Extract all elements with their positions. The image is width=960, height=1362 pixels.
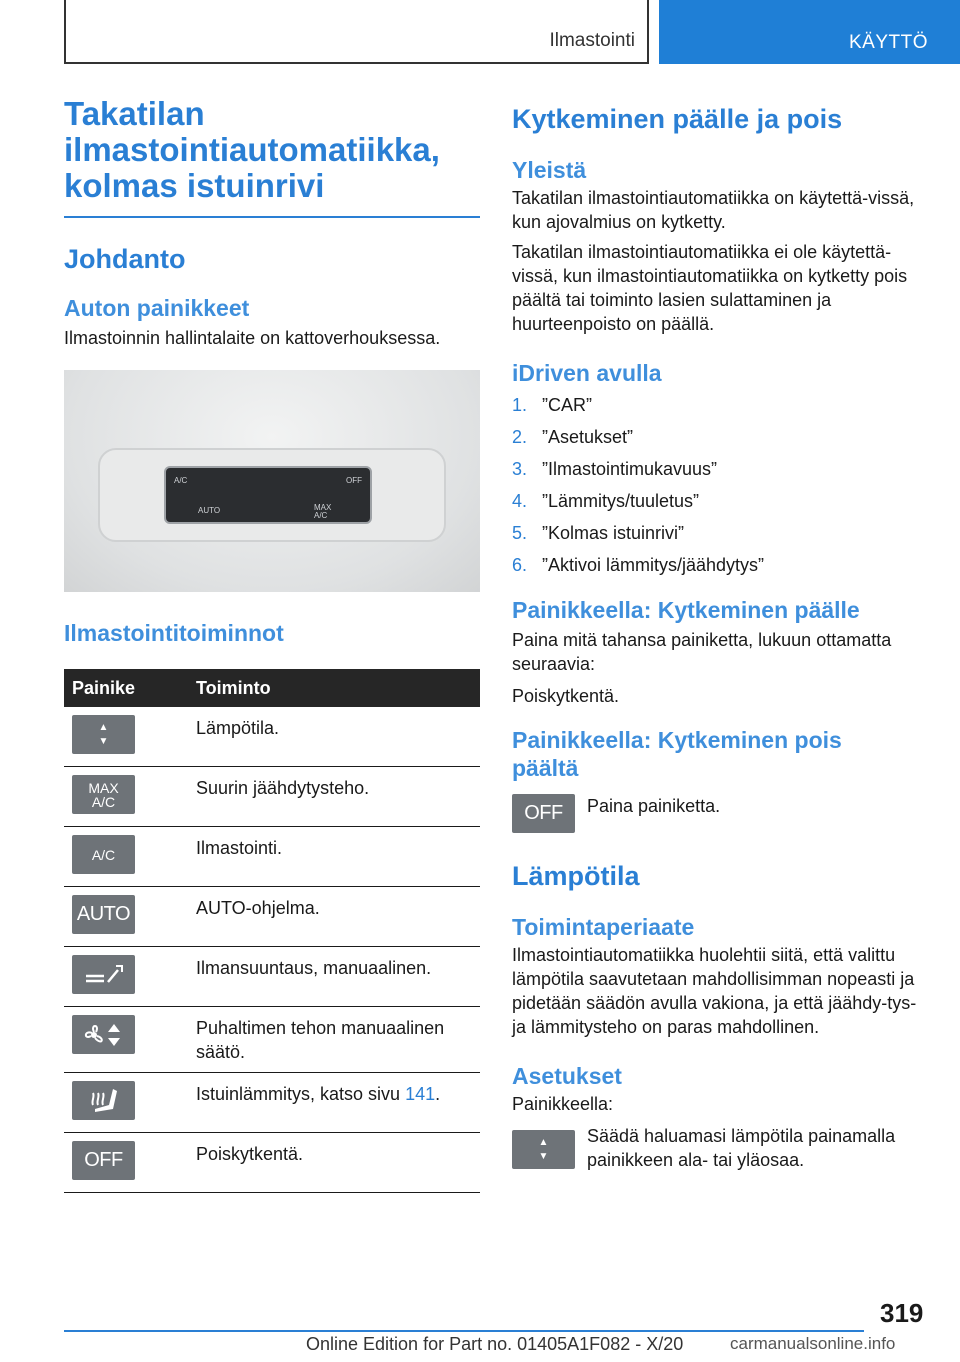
temperature-up-down-icon: ▲ ▼	[72, 715, 135, 754]
table-row: Puhaltimen tehon manuaalinen säätö.	[64, 1007, 480, 1073]
table-header-painike: Painike	[72, 677, 136, 698]
text-auton-painikkeet: Ilmastoinnin hallintalaite on kattoverhouksessa.	[64, 328, 441, 348]
seat-heating-icon	[72, 1081, 135, 1120]
heading-auton-painikkeet: Auton painikkeet	[64, 295, 250, 321]
title-line-3: kolmas istuinrivi	[64, 167, 325, 204]
table-header-toiminto: Toiminto	[196, 677, 271, 698]
header-chapter-box	[659, 0, 960, 64]
left-column	[64, 96, 480, 1193]
ac-icon: A/C	[72, 835, 135, 874]
list-item: 5. ”Kolmas istuinrivi”	[512, 523, 685, 543]
footer-rule	[64, 1330, 864, 1332]
header-section-box	[64, 0, 649, 64]
text-pois: Paina painiketta.	[587, 796, 721, 816]
functions-table	[64, 669, 480, 1193]
list-item: 3. ”Ilmastointimukavuus”	[512, 459, 718, 479]
list-item: 6. ”Aktivoi lämmitys/jäähdytys”	[512, 555, 765, 575]
list-item: 4. ”Lämmitys/tuuletus”	[512, 491, 700, 511]
control-panel-photo	[64, 370, 480, 592]
heading-toimintaperiaate: Toimintaperiaate	[512, 914, 695, 940]
fan-speed-icon	[72, 1015, 135, 1054]
table-row: OFF Poiskytkentä.	[64, 1133, 480, 1193]
off-icon: OFF	[512, 794, 575, 833]
off-icon: OFF	[72, 1141, 135, 1180]
list-item: 1. ”CAR”	[512, 395, 592, 415]
heading-lampotila: Lämpötila	[512, 861, 640, 891]
text-yleista-1: Takatilan ilmastointiautomatiikka on käytettä-vissä, kun ajovalmius on kytketty.	[512, 188, 915, 232]
heading-kytkeminen: Kytkeminen päälle ja pois	[512, 104, 843, 134]
temperature-instruction	[512, 1124, 928, 1172]
table-row: Istuinlämmitys, katso sivu 141.	[64, 1073, 480, 1133]
heading-asetukset: Asetukset	[512, 1063, 622, 1089]
list-item: 2. ”Asetukset”	[512, 427, 634, 447]
page-link-141[interactable]: 141	[405, 1084, 436, 1104]
text-paalle: Paina mitä tahansa painiketta, lukuun ottamatta seuraavia:	[512, 630, 892, 674]
climate-control-panel: A/C OFF AUTO MAX A/C	[164, 466, 372, 524]
table-row: AUTO AUTO-ohjelma.	[64, 887, 480, 947]
heading-paalle: Painikkeella: Kytkeminen päälle	[512, 597, 860, 623]
idrive-steps	[512, 389, 928, 581]
heading-johdanto: Johdanto	[64, 244, 186, 274]
auto-icon: AUTO	[72, 895, 135, 934]
heading-pois: Painikkeella: Kytkeminen pois päältä	[512, 727, 842, 781]
off-instruction	[512, 794, 928, 833]
table-row: A/C Ilmastointi.	[64, 827, 480, 887]
page-number: 319	[880, 1298, 924, 1328]
air-distribution-icon	[72, 955, 135, 994]
watermark: carmanualsonline.info	[730, 1334, 896, 1353]
heading-yleista: Yleistä	[512, 157, 587, 183]
title-line-2: ilmastointiautomatiikka,	[64, 131, 440, 168]
text-saada: Säädä haluamasi lämpötila painamalla painikkeen ala- tai yläosaa.	[587, 1126, 896, 1170]
table-header	[64, 669, 480, 707]
table-row: ▲ ▼ Lämpötila.	[64, 707, 480, 767]
max-ac-icon: MAX A/C	[72, 775, 135, 814]
table-row: Ilmansuuntaus, manuaalinen.	[64, 947, 480, 1007]
heading-idrive: iDriven avulla	[512, 360, 662, 386]
text-asetukset: Painikkeella:	[512, 1094, 614, 1114]
text-yleista-2: Takatilan ilmastointiautomatiikka ei ole käytettä-vissä, kun ilmastointiautomatiikka on kytketty pois päältä tai toiminto lasien sulattaminen ja huurteenpoisto on päällä.	[512, 242, 908, 334]
heading-ilmastointitoiminnot: Ilmastointitoiminnot	[64, 620, 284, 646]
text-toimintaperiaate: Ilmastointiautomatiikka huolehtii siitä, että valittu lämpötila saavutetaan mahdollisimman nopeasti ja pidetään säädön avulla vakiona, ja että jäähdy-tys- ja lämmitysteho on paras mahdollinen.	[512, 945, 917, 1037]
temperature-up-down-icon: ▲ ▼	[512, 1130, 575, 1169]
header-chapter-title: KÄYTTÖ	[848, 32, 928, 53]
page-title	[64, 96, 480, 204]
title-rule	[64, 216, 480, 218]
title-line-1: Takatilan	[64, 95, 205, 132]
text-poiskytkenta: Poiskytkentä.	[512, 686, 620, 706]
header-section-title: Ilmastointi	[549, 30, 635, 51]
footer-edition: Online Edition for Part no. 01405A1F082 - X/20	[306, 1334, 684, 1354]
table-row: MAX A/C Suurin jäähdytysteho.	[64, 767, 480, 827]
right-column	[512, 104, 928, 1172]
